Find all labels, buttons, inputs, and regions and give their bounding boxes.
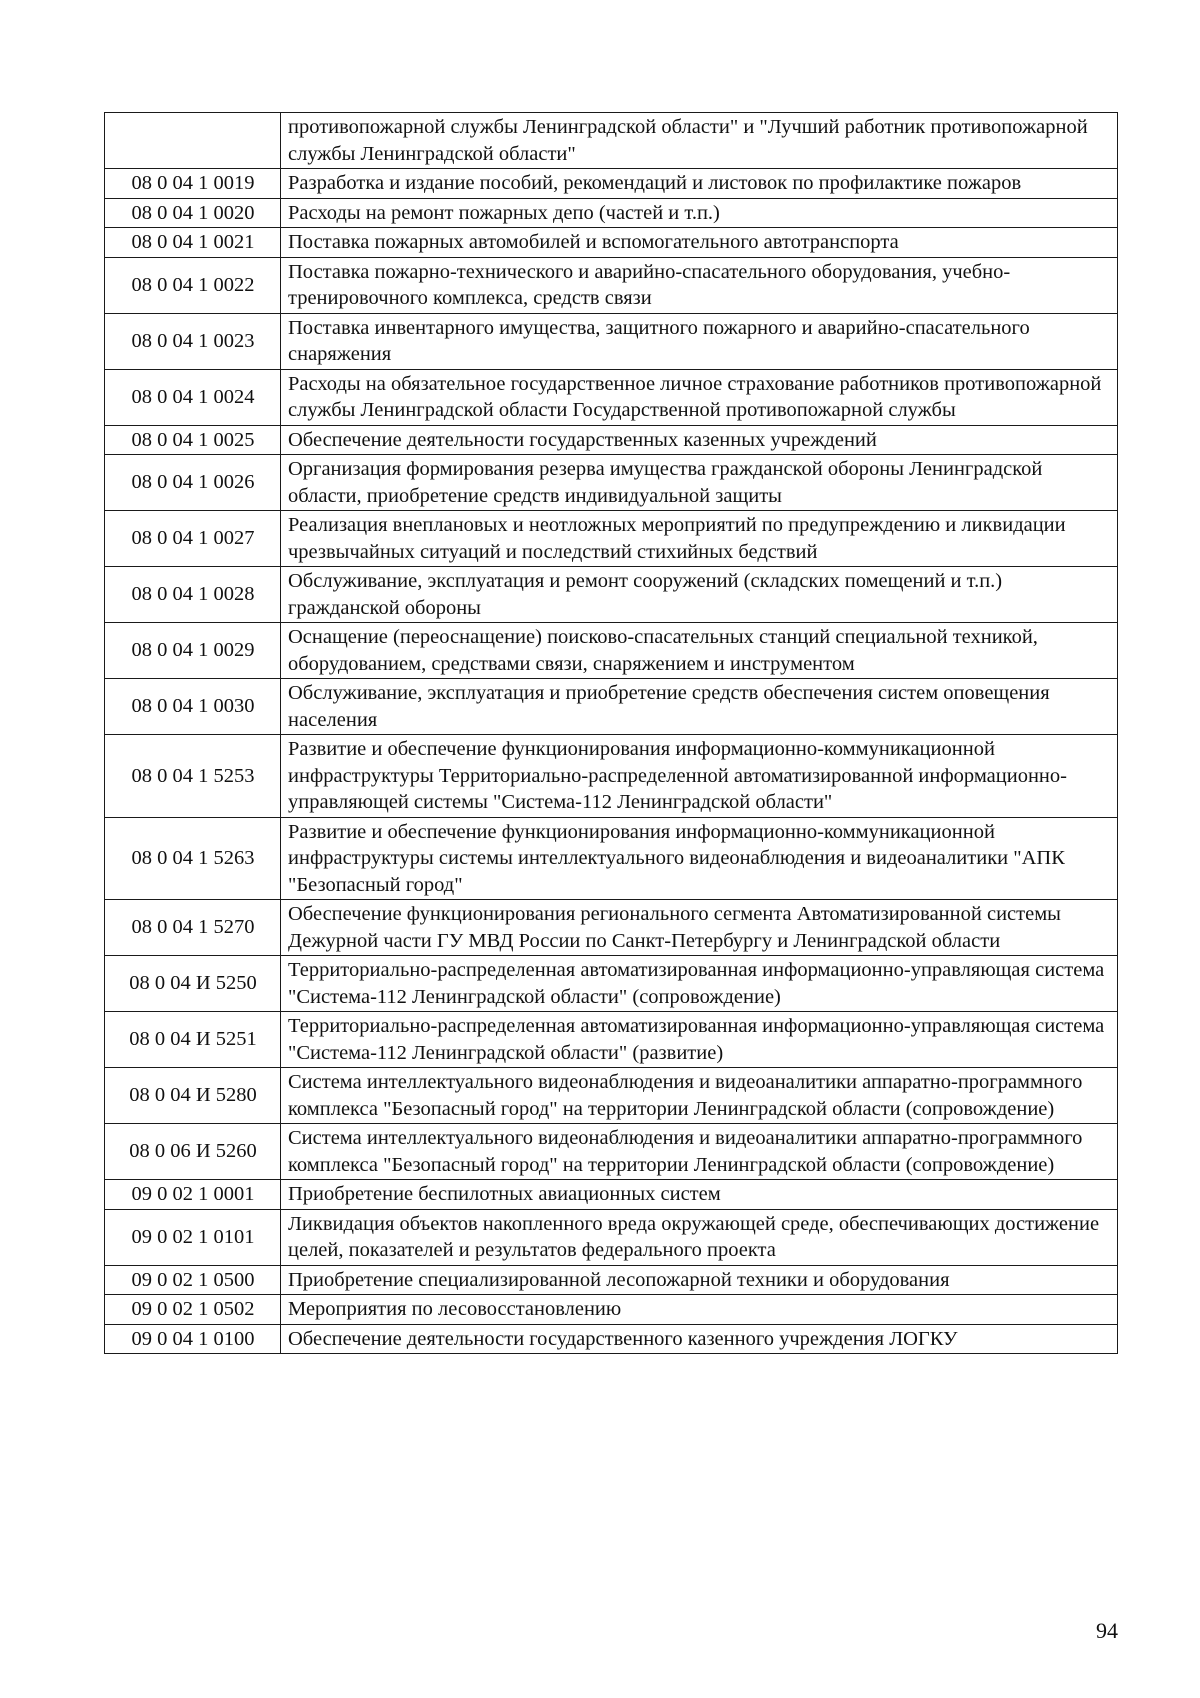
row-description: Развитие и обеспечение функционирования информационно-коммуникационной инфраструктуры Территориально-распределенной автоматизированной информационно-управляющей системы "Система-112 Ленинградской области" [281,735,1118,818]
row-code: 08 0 04 И 5280 [105,1068,281,1124]
table-row [105,1209,1118,1265]
table-row [105,113,1118,169]
row-description: Разработка и издание пособий, рекомендаций и листовок по профилактике пожаров [281,169,1118,199]
page-number: 94 [1096,1618,1118,1643]
table-row [105,956,1118,1012]
table-row [105,1295,1118,1325]
table-row [105,1124,1118,1180]
row-description: Система интеллектуального видеонаблюдения и видеоаналитики аппаратно-программного комплекса "Безопасный город" на территории Ленинградской области (сопровождение) [281,1124,1118,1180]
row-description: Расходы на обязательное государственное личное страхование работников противопожарной службы Ленинградской области Государственной противопожарной службы [281,369,1118,425]
row-description: Поставка пожарных автомобилей и вспомогательного автотранспорта [281,228,1118,258]
table-row [105,455,1118,511]
row-description: Территориально-распределенная автоматизированная информационно-управляющая система "Система-112 Ленинградской области" (сопровождение) [281,956,1118,1012]
table-row [105,623,1118,679]
row-description: Развитие и обеспечение функционирования информационно-коммуникационной инфраструктуры системы интеллектуального видеонаблюдения и видеоаналитики "АПК "Безопасный город" [281,817,1118,900]
table-row [105,169,1118,199]
row-code: 08 0 06 И 5260 [105,1124,281,1180]
row-description: Обслуживание, эксплуатация и приобретение средств обеспечения систем оповещения населения [281,679,1118,735]
row-code: 08 0 04 1 0021 [105,228,281,258]
row-description: Система интеллектуального видеонаблюдения и видеоаналитики аппаратно-программного комплекса "Безопасный город" на территории Ленинградской области (сопровождение) [281,1068,1118,1124]
table-row [105,1068,1118,1124]
row-description: Поставка инвентарного имущества, защитного пожарного и аварийно-спасательного снаряжения [281,313,1118,369]
row-description: Реализация внеплановых и неотложных мероприятий по предупреждению и ликвидации чрезвычайных ситуаций и последствий стихийных бедствий [281,511,1118,567]
row-code: 08 0 04 1 0022 [105,257,281,313]
row-description: Обслуживание, эксплуатация и ремонт сооружений (складских помещений и т.п.) гражданской обороны [281,567,1118,623]
row-description: Приобретение специализированной лесопожарной техники и оборудования [281,1265,1118,1295]
row-description: Организация формирования резерва имущества гражданской обороны Ленинградской области, приобретение средств индивидуальной защиты [281,455,1118,511]
table-row [105,817,1118,900]
row-code: 08 0 04 1 5253 [105,735,281,818]
row-code: 08 0 04 1 0030 [105,679,281,735]
row-description: Обеспечение деятельности государственных казенных учреждений [281,425,1118,455]
row-description: Приобретение беспилотных авиационных систем [281,1180,1118,1210]
table-row [105,257,1118,313]
row-code: 09 0 02 1 0502 [105,1295,281,1325]
row-description: Мероприятия по лесовосстановлению [281,1295,1118,1325]
table-row [105,369,1118,425]
row-code: 08 0 04 1 0028 [105,567,281,623]
table-row [105,567,1118,623]
row-description: Ликвидация объектов накопленного вреда окружающей среде, обеспечивающих достижение целей, показателей и результатов федерального проекта [281,1209,1118,1265]
row-code: 08 0 04 1 5263 [105,817,281,900]
row-code: 08 0 04 1 0029 [105,623,281,679]
table-row [105,679,1118,735]
row-code: 08 0 04 1 0025 [105,425,281,455]
row-description: Территориально-распределенная автоматизированная информационно-управляющая система "Система-112 Ленинградской области" (развитие) [281,1012,1118,1068]
row-code: 08 0 04 1 0024 [105,369,281,425]
row-code: 09 0 02 1 0500 [105,1265,281,1295]
row-description: Оснащение (переоснащение) поисково-спасательных станций специальной техникой, оборудованием, средствами связи, снаряжением и инструментом [281,623,1118,679]
row-code: 08 0 04 1 0026 [105,455,281,511]
table-body [105,113,1118,1354]
row-code: 08 0 04 1 0020 [105,198,281,228]
row-code: 08 0 04 И 5250 [105,956,281,1012]
table-row [105,900,1118,956]
row-code: 09 0 02 1 0101 [105,1209,281,1265]
row-description: противопожарной службы Ленинградской области" и "Лучший работник противопожарной службы Ленинградской области" [281,113,1118,169]
document-sheet [104,112,1118,1354]
table-row [105,313,1118,369]
table-row [105,1265,1118,1295]
row-code: 09 0 02 1 0001 [105,1180,281,1210]
row-description: Обеспечение деятельности государственного казенного учреждения ЛОГКУ [281,1324,1118,1354]
row-code: 08 0 04 1 0019 [105,169,281,199]
row-code: 08 0 04 1 5270 [105,900,281,956]
table-row [105,425,1118,455]
row-code: 08 0 04 1 0027 [105,511,281,567]
row-description: Поставка пожарно-технического и аварийно-спасательного оборудования, учебно-тренировочного комплекса, средств связи [281,257,1118,313]
row-code [105,113,281,169]
row-code: 08 0 04 1 0023 [105,313,281,369]
table-row [105,511,1118,567]
budget-code-table [104,112,1118,1354]
row-code: 08 0 04 И 5251 [105,1012,281,1068]
table-row [105,735,1118,818]
table-row [105,198,1118,228]
table-row [105,228,1118,258]
table-row [105,1012,1118,1068]
row-code: 09 0 04 1 0100 [105,1324,281,1354]
row-description: Расходы на ремонт пожарных депо (частей и т.п.) [281,198,1118,228]
row-description: Обеспечение функционирования регионального сегмента Автоматизированной системы Дежурной части ГУ МВД России по Санкт-Петербургу и Ленинградской области [281,900,1118,956]
table-row [105,1324,1118,1354]
table-row [105,1180,1118,1210]
